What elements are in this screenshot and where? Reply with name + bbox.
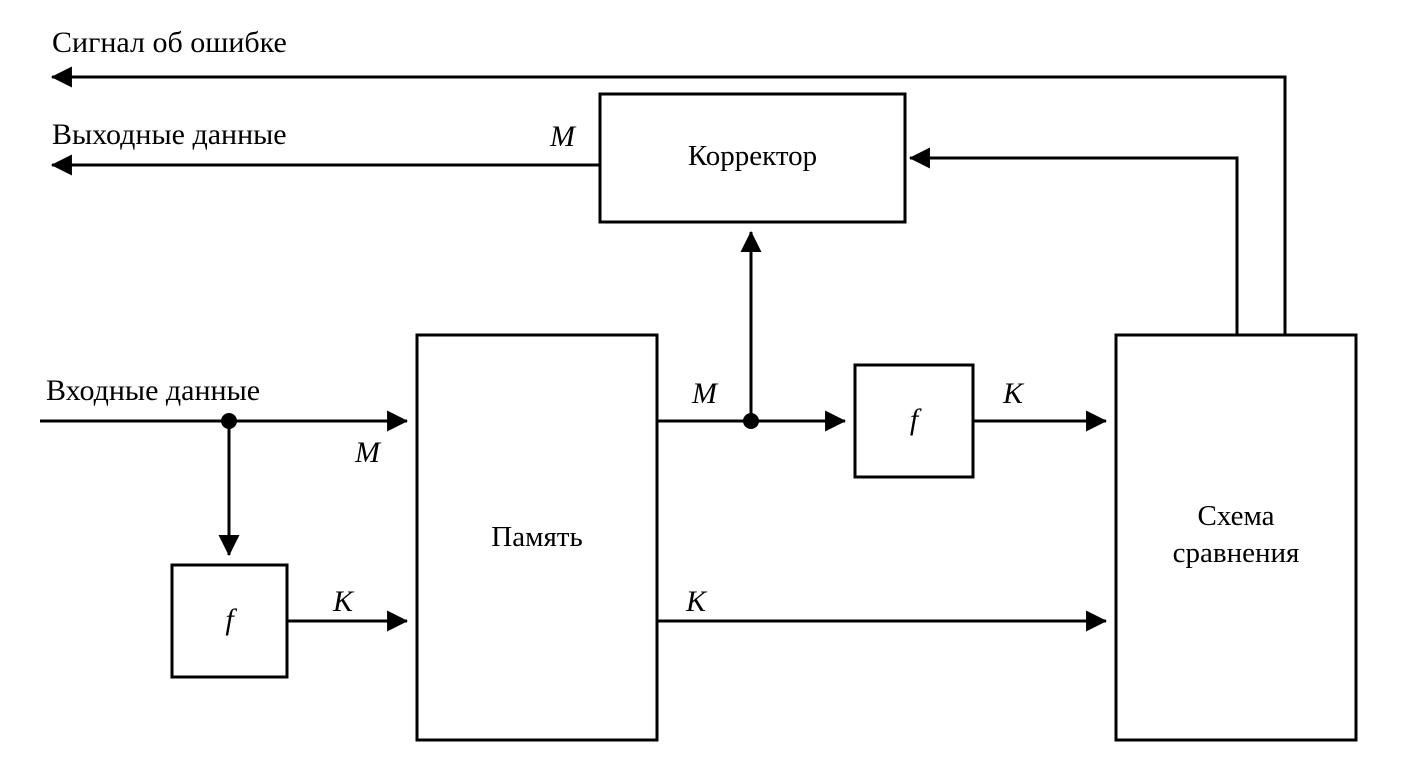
f-left-label: f — [225, 603, 234, 636]
memory-label: Память — [491, 521, 583, 553]
m-memory-out-label: M — [692, 377, 717, 410]
input-data-label: Входные данные — [46, 374, 261, 407]
input-junction-dot — [221, 413, 237, 429]
f-right-label: f — [909, 403, 919, 436]
output-data-label: Выходные данные — [52, 118, 287, 151]
k-memory-out-label: K — [686, 585, 707, 618]
corrector-label: Корректор — [687, 140, 818, 172]
k-from-f-right-label: K — [1003, 377, 1024, 410]
memory-out-junction-dot — [743, 413, 759, 429]
m-input-branch-label: M — [355, 436, 380, 469]
error-signal-line — [52, 77, 1285, 335]
comparator-label-line1: Схема — [1197, 500, 1275, 532]
comparator-to-corrector-line — [910, 158, 1237, 335]
error-signal-label: Сигнал об ошибке — [52, 26, 287, 59]
comparator-label-line2: сравнения — [1172, 537, 1300, 569]
k-from-f-left-label: K — [333, 585, 354, 618]
m-to-corrector-label: M — [550, 120, 575, 153]
